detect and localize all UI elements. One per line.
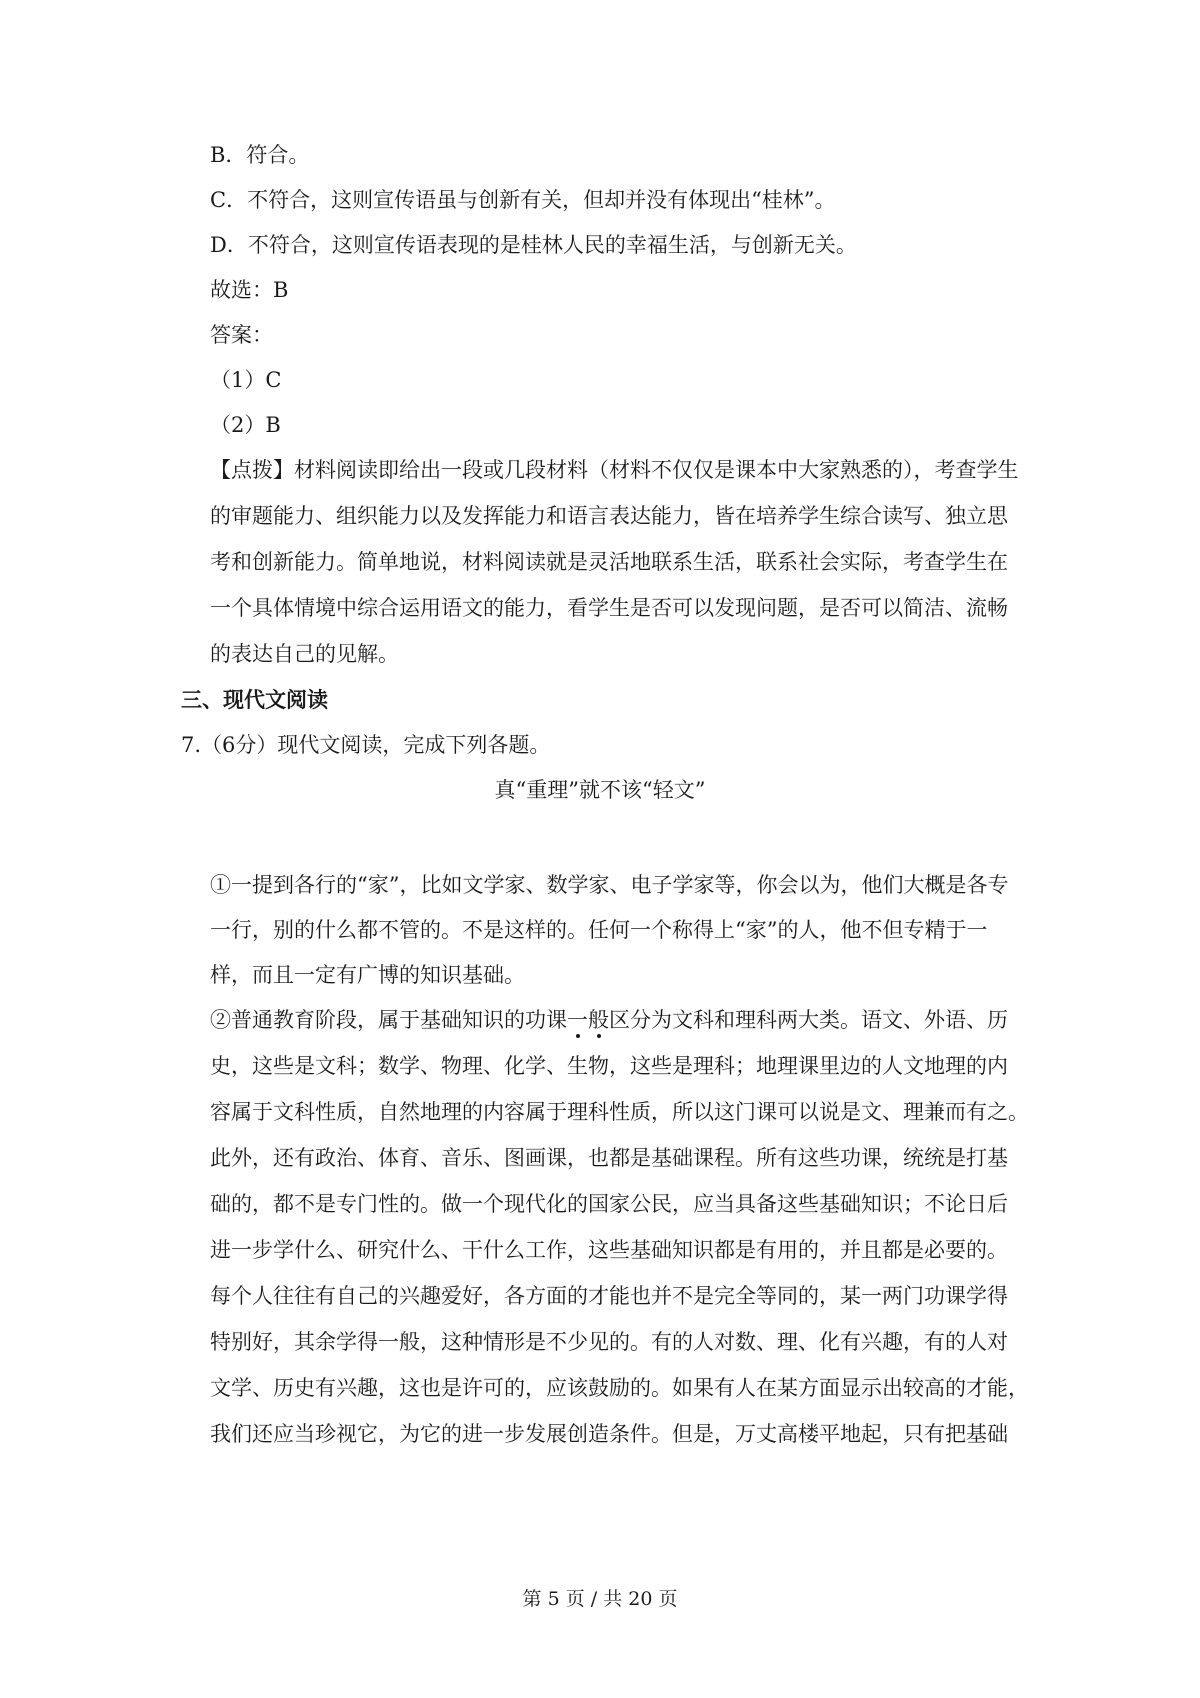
tip-line: 【点拨】材料阅读即给出一段或几段材料（材料不仅仅是课本中大家熟悉的），考查学生 (210, 458, 1019, 482)
paragraph-2-line: 文学、历史有兴趣，这也是许可的，应该鼓励的。如果有人在某方面显示出较高的才能， (210, 1376, 1029, 1400)
tip-line: 的审题能力、组织能力以及发挥能力和语言表达能力，皆在培养学生综合读写、独立思 (210, 504, 1008, 528)
paragraph-2-line: 特别好，其余学得一般，这种情形是不少见的。有的人对数、理、化有兴趣，有的人对 (210, 1330, 1008, 1354)
paragraph-2-line: 此外，还有政治、体育、音乐、图画课，也都是基础课程。所有这些功课，统统是打基 (210, 1146, 1008, 1170)
answer-1: （1）C (210, 368, 282, 392)
section-heading: 三、现代文阅读 (181, 688, 328, 712)
paragraph-1-line: 样，而且一定有广博的知识基础。 (210, 963, 525, 987)
paragraph-2-line: 我们还应当珍视它，为它的进一步发展创造条件。但是，万丈高楼平地起，只有把基础 (210, 1422, 1008, 1446)
paragraph-1-line: ①一提到各行的“家”，比如文学家、数学家、电子学家等，你会以为，他们大概是各专 (210, 873, 1009, 897)
paragraph-2-line: 进一步学什么、研究什么、干什么工作，这些基础知识都是有用的，并且都是必要的。 (210, 1238, 1008, 1262)
tip-line: 的表达自己的见解。 (210, 642, 399, 666)
paragraph-2-text: ②普通教育阶段，属于基础知识的功课 (210, 1008, 567, 1032)
answer-2: （2）B (210, 413, 281, 437)
emphasis-mark: 般 (588, 1008, 609, 1032)
paragraph-2-line: 础的，都不是专门性的。做一个现代化的国家公民，应当具备这些基础知识；不论日后 (210, 1192, 1008, 1216)
option-c-text: C．不符合，这则宣传语虽与创新有关，但却并没有体现出“桂林”。 (210, 188, 836, 212)
option-d-text: D．不符合，这则宣传语表现的是桂林人民的幸福生活，与创新无关。 (210, 233, 857, 257)
choice-text: 故选：B (210, 278, 289, 302)
article-title: 真“重理”就不该“轻文” (494, 778, 706, 802)
page-footer: 第 5 页 / 共 20 页 (522, 1588, 678, 1610)
emphasis-mark: 一 (567, 1008, 588, 1032)
option-b-text: B．符合。 (210, 143, 310, 167)
paragraph-2-first-line (210, 1005, 1008, 1035)
tip-line: 考和创新能力。简单地说，材料阅读就是灵活地联系生活，联系社会实际，考查学生在 (210, 550, 1008, 574)
paragraph-2-line: 每个人往往有自己的兴趣爱好，各方面的才能也并不是完全等同的，某一两门功课学得 (210, 1284, 1008, 1308)
paragraph-2-line: 容属于文科性质，自然地理的内容属于理科性质，所以这门课可以说是文、理兼而有之。 (210, 1100, 1029, 1124)
paragraph-1-line: 一行，别的什么都不管的。不是这样的。任何一个称得上“家”的人，他不但专精于一 (210, 918, 988, 942)
paragraph-2-line: 史，这些是文科；数学、物理、化学、生物，这些是理科；地理课里边的人文地理的内 (210, 1054, 1008, 1078)
tip-line: 一个具体情境中综合运用语文的能力，看学生是否可以发现问题，是否可以简洁、流畅 (210, 596, 1008, 620)
question-prompt: 7.（6分）现代文阅读，完成下列各题。 (181, 733, 551, 757)
paragraph-2-text: 区分为文科和理科两大类。语文、外语、历 (609, 1008, 1008, 1032)
answer-label: 答案： (210, 323, 273, 347)
